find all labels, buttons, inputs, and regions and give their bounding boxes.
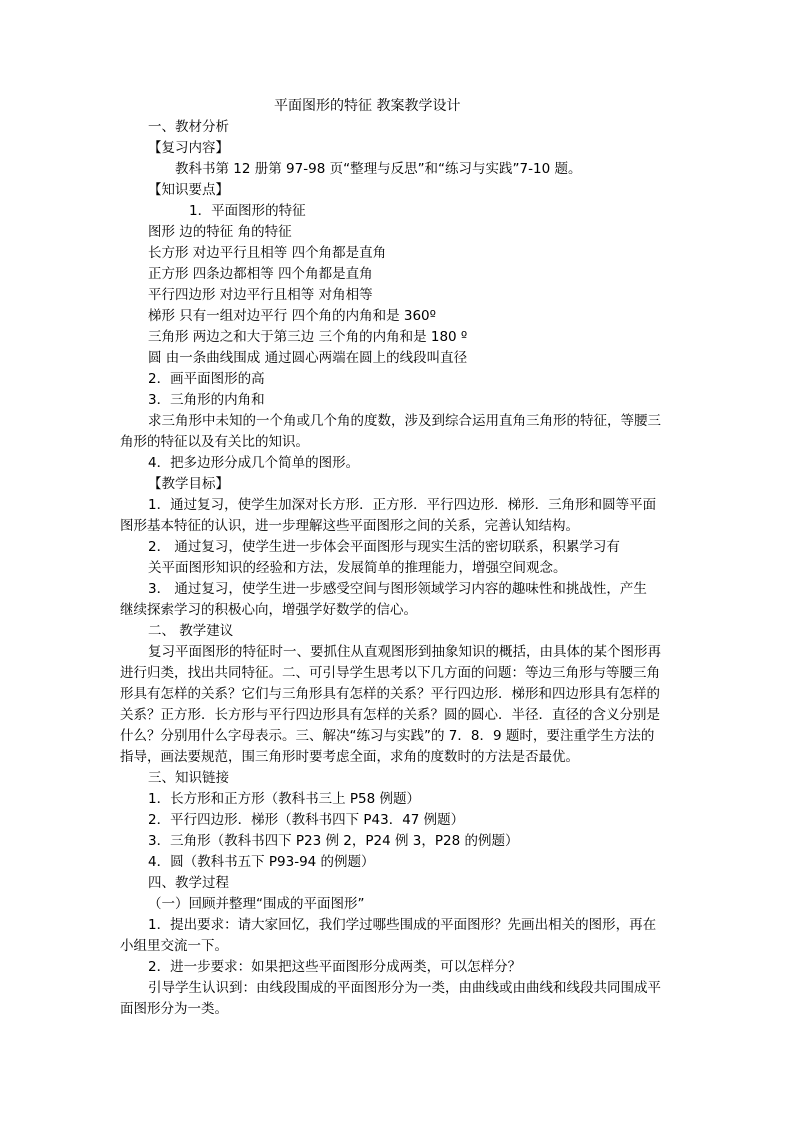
table-row: 三角形 两边之和大于第三边 三个角的内角和是 180 º bbox=[148, 329, 468, 345]
list-item: 2．平行四边形．梯形（教科书四下 P43．47 例题） bbox=[148, 812, 465, 828]
section-label-key-points: 【知识要点】 bbox=[148, 182, 229, 198]
paragraph-line: 求三角形中未知的一个角或几个角的度数，涉及到综合运用直角三角形的特征，等腰三 bbox=[148, 413, 661, 429]
paragraph-line: 什么？分别用什么字母表示。三、解决“练习与实践”的 7．8．9 题时，要注重学生方法的 bbox=[120, 728, 655, 744]
list-item: 1．长方形和正方形（教科书三上 P58 例题） bbox=[148, 791, 420, 807]
paragraph-line: 关平面图形知识的经验和方法，发展简单的推理能力，增强空间观念。 bbox=[148, 560, 567, 576]
list-item: 4．圆（教科书五下 P93-94 的例题） bbox=[148, 854, 375, 870]
heading-knowledge-links: 三、知识链接 bbox=[148, 770, 229, 786]
paragraph-line: 进行归类，找出共同特征。二、可引导学生思考以下几方面的问题：等边三角形与等腰三角 bbox=[120, 665, 660, 681]
table-row: 平行四边形 对边平行且相等 对角相等 bbox=[148, 287, 373, 303]
paragraph-line: 教科书第 12 册第 97-98 页“整理与反思”和“练习与实践”7-10 题。 bbox=[175, 161, 582, 177]
paragraph-line: 1．提出要求：请大家回忆，我们学过哪些围成的平面图形？先画出相关的图形，再在 bbox=[148, 917, 657, 933]
paragraph-line: 引导学生认识到：由线段围成的平面图形分为一类，由曲线或由曲线和线段共同围成平 bbox=[148, 980, 661, 996]
subheading: （一）回顾并整理“围成的平面图形” bbox=[148, 896, 365, 912]
paragraph-line: 关系？正方形．长方形与平行四边形具有怎样的关系？圆的圆心．半径．直径的含义分别是 bbox=[120, 707, 660, 723]
section-label-review-content: 【复习内容】 bbox=[148, 140, 229, 156]
heading-teaching-process: 四、教学过程 bbox=[148, 875, 229, 891]
table-row: 正方形 四条边都相等 四个角都是直角 bbox=[148, 266, 373, 282]
table-row: 圆 由一条曲线围成 通过圆心两端在圆上的线段叫直径 bbox=[148, 350, 468, 366]
list-item: 1．平面图形的特征 bbox=[189, 203, 306, 219]
paragraph-line: 3． 通过复习，使学生进一步感受空间与图形领域学习内容的趣味性和挑战性，产生 bbox=[148, 581, 647, 597]
document-title: 平面图形的特征 教案教学设计 bbox=[274, 98, 461, 114]
paragraph-line: 指导，画法要规范，围三角形时要考虑全面，求角的度数时的方法是否最优。 bbox=[120, 749, 579, 765]
table-row: 图形 边的特征 角的特征 bbox=[148, 224, 292, 240]
heading-textbook-analysis: 一、教材分析 bbox=[148, 119, 229, 135]
table-row: 梯形 只有一组对边平行 四个角的内角和是 360º bbox=[148, 308, 437, 324]
table-row: 长方形 对边平行且相等 四个角都是直角 bbox=[148, 245, 387, 261]
list-item: 4．把多边形分成几个简单的图形。 bbox=[148, 455, 360, 471]
heading-teaching-suggestions: 二、 教学建议 bbox=[148, 623, 234, 639]
paragraph-line: 1．通过复习，使学生加深对长方形．正方形．平行四边形．梯形．三角形和圆等平面 bbox=[148, 497, 657, 513]
paragraph-line: 图形基本特征的认识，进一步理解这些平面图形之间的关系，完善认知结构。 bbox=[120, 518, 579, 534]
paragraph-line: 小组里交流一下。 bbox=[120, 938, 228, 954]
list-item: 3．三角形的内角和 bbox=[148, 392, 265, 408]
paragraph-line: 2．进一步要求：如果把这些平面图形分成两类，可以怎样分？ bbox=[148, 959, 522, 975]
paragraph-line: 形具有怎样的关系？它们与三角形具有怎样的关系？平行四边形．梯形和四边形具有怎样的 bbox=[120, 686, 660, 702]
list-item: 2．画平面图形的高 bbox=[148, 371, 265, 387]
list-item: 3．三角形（教科书四下 P23 例 2，P24 例 3，P28 的例题） bbox=[148, 833, 519, 849]
paragraph-line: 复习平面图形的特征时一、要抓住从直观图形到抽象知识的概括，由具体的某个图形再 bbox=[148, 644, 661, 660]
paragraph-line: 2． 通过复习，使学生进一步体会平面图形与现实生活的密切联系，积累学习有 bbox=[148, 539, 620, 555]
paragraph-line: 面图形分为一类。 bbox=[120, 1001, 228, 1017]
paragraph-line: 继续探索学习的积极心向，增强学好数学的信心。 bbox=[120, 602, 417, 618]
section-label-teaching-goals: 【教学目标】 bbox=[148, 476, 229, 492]
paragraph-line: 角形的特征以及有关比的知识。 bbox=[120, 434, 309, 450]
